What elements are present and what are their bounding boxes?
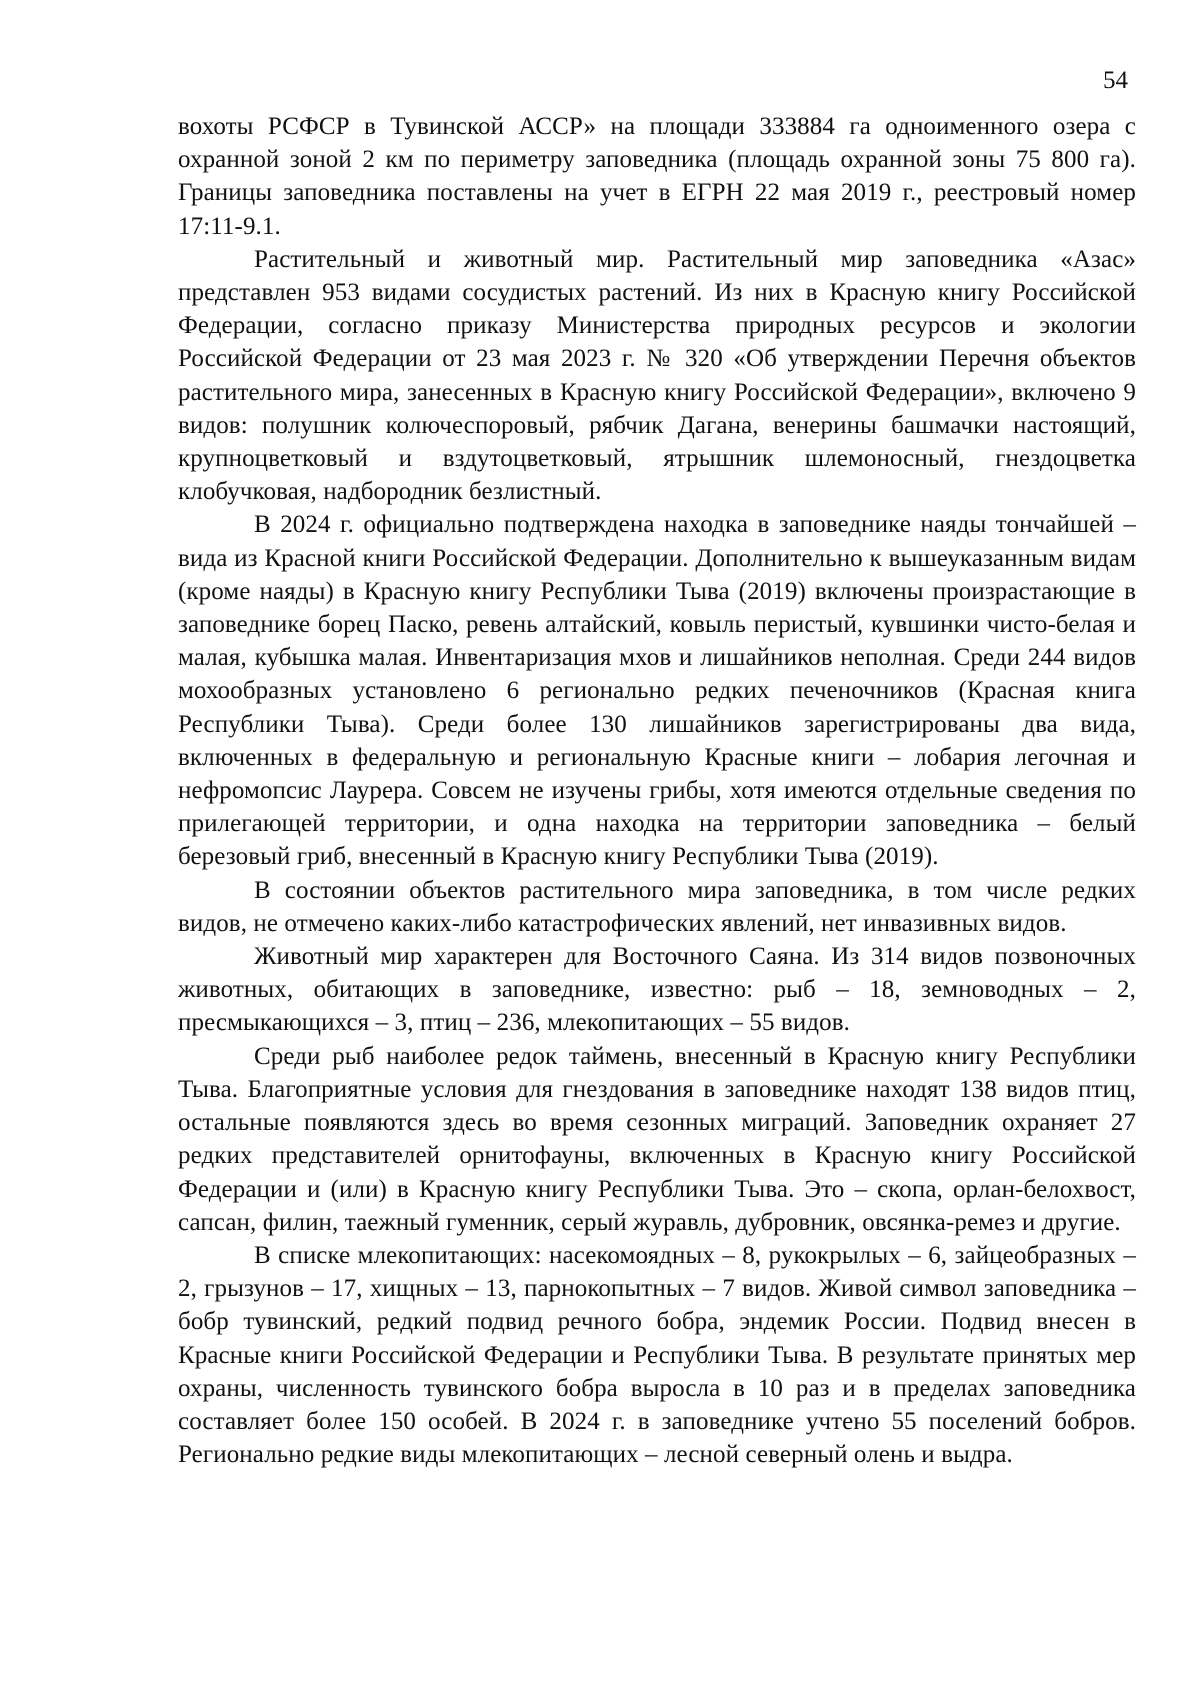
paragraph: В 2024 г. официально подтверждена находка в заповеднике наяды тончайшей – вида из Красной книги Российской Федерации. Дополнительно к вышеуказанным видам (кроме наяды) в Красную книгу Республики Тыва (2019) включены произрастающие в заповеднике борец Паско, ревень алтайский, ковыль перистый, кувшинки чисто-белая и малая, кубышка малая. Инвентаризация мхов и лишайников неполная. Среди 244 видов мохообразных установлено 6 регионально редких печеночников (Красная книга Республики Тыва). Среди более 130 лишайников зарегистрированы два вида, включенных в федеральную и региональную Красные книги – лобария легочная и нефромопсис Лаурера. Совсем не изучены грибы, хотя имеются отдельные сведения по прилегающей территории, и одна находка на территории заповедника – белый березовый гриб, внесенный в Красную книгу Республики Тыва (2019). [178, 511, 1136, 871]
paragraph: Животный мир характерен для Восточного Саяна. Из 314 видов позвоночных животных, обитающих в заповеднике, известно: рыб – 18, земноводных – 2, пресмыкающихся – 3, птиц – 236, млекопитающих – 55 видов. [178, 943, 1136, 1037]
paragraph: вохоты РСФСР в Тувинской АССР» на площади 333884 га одноименного озера с охранной зоной 2 км по периметру заповедника (площадь охранной зоны 75 800 га). Границы заповедника поставлены на учет в ЕГРН 22 мая 2019 г., реестровый номер 17:11-9.1. [178, 113, 1136, 240]
page-number: 54 [1103, 67, 1128, 94]
paragraph: Растительный и животный мир. Растительный мир заповедника «Азас» представлен 953 видами сосудистых растений. Из них в Красную книгу Российской Федерации, согласно приказу Министерства природных ресурсов и экологии Российской Федерации от 23 мая 2023 г. № 320 «Об утверждении Перечня объектов растительного мира, занесенных в Красную книгу Российской Федерации», включено 9 видов: полушник колючеспоровый, рябчик Дагана, венерины башмачки настоящий, крупноцветковый и вздутоцветковый, ятрышник шлемоносный, гнездоцветка клобучковая, надбородник безлистный. [178, 245, 1136, 506]
paragraph: Среди рыб наиболее редок таймень, внесенный в Красную книгу Республики Тыва. Благоприятные условия для гнездования в заповеднике находят 138 видов птиц, остальные появляются здесь во время сезонных миграций. Заповедник охраняет 27 редких представителей орнитофауны, включенных в Красную книгу Российской Федерации и (или) в Красную книгу Республики Тыва. Это – скопа, орлан-белохвост, сапсан, филин, таежный гуменник, серый журавль, дубровник, овсянка-ремез и другие. [178, 1042, 1136, 1236]
paragraph: В списке млекопитающих: насекомоядных – 8, рукокрылых – 6, зайцеобразных – 2, грызунов – 17, хищных – 13, парнокопытных – 7 видов. Живой символ заповедника – бобр тувинский, редкий подвид речного бобра, эндемик России. Подвид внесен в Красные книги Российской Федерации и Республики Тыва. В результате принятых мер охраны, численность тувинского бобра выросла в 10 раз и в пределах заповедника составляет более 150 особей. В 2024 г. в заповеднике учтено 55 поселений бобров. Регионально редкие виды млекопитающих – лесной северный олень и выдра. [178, 1241, 1136, 1469]
document-body [178, 110, 1136, 1471]
paragraph: В состоянии объектов растительного мира заповедника, в том числе редких видов, не отмечено каких-либо катастрофических явлений, нет инвазивных видов. [178, 876, 1136, 937]
